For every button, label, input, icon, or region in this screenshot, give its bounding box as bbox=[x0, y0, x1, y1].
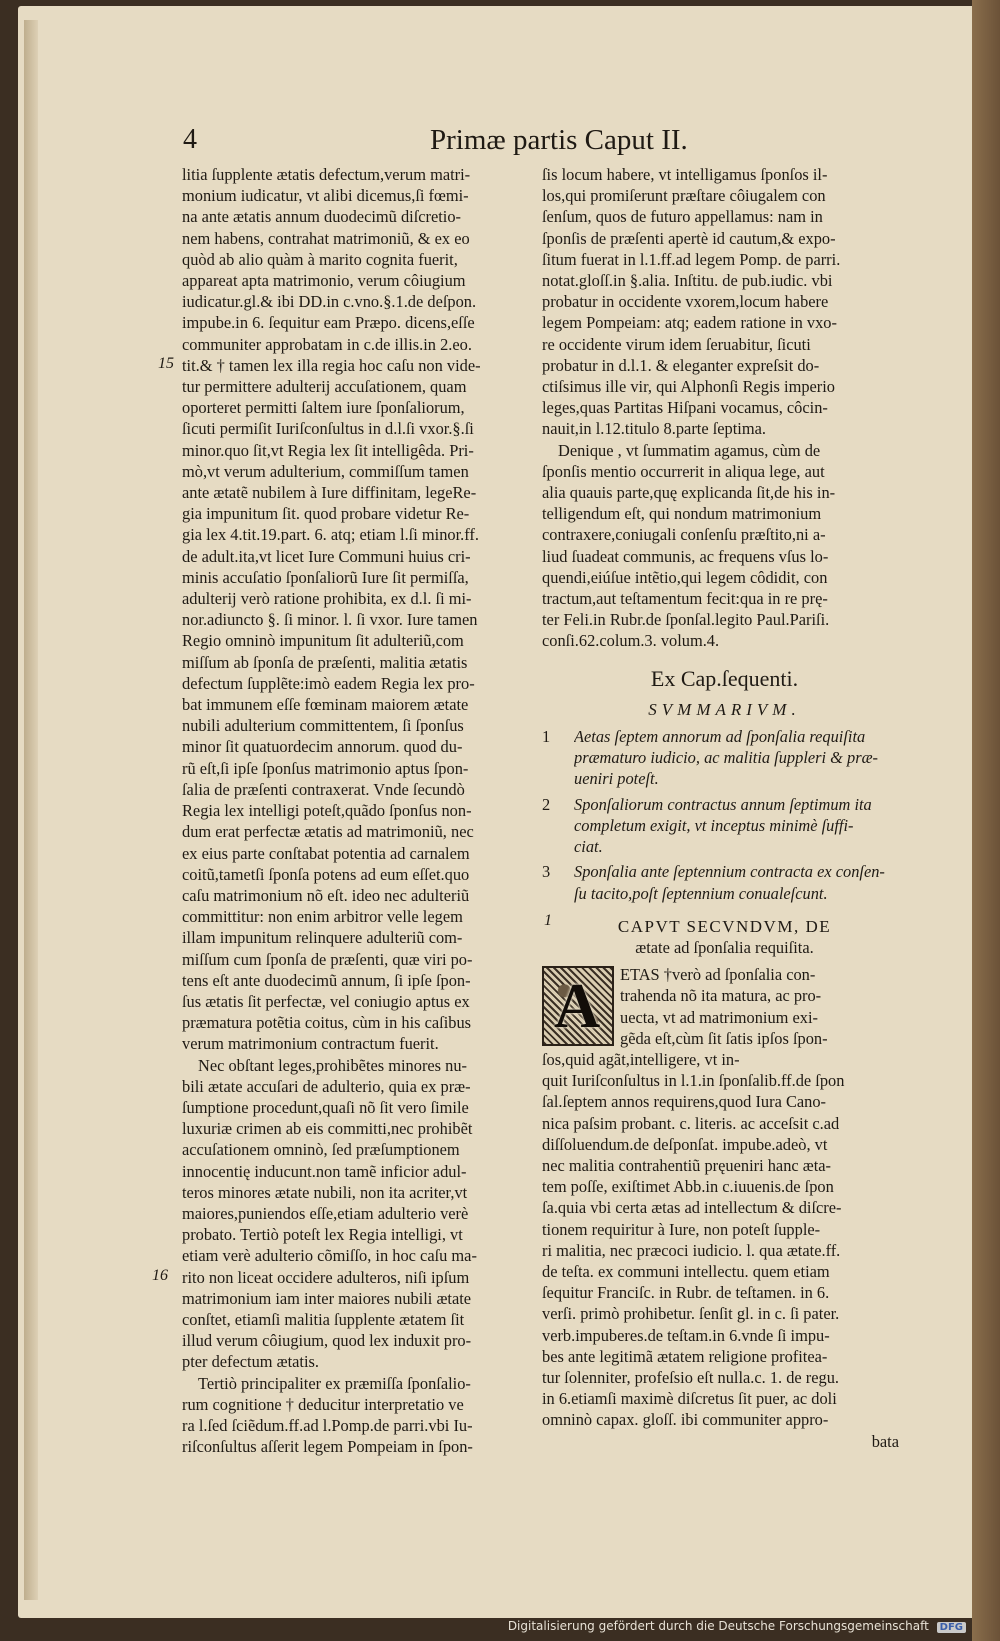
text-line: ra l.ſed ſciẽdum.ff.ad l.Pomp.de parri.vbi Iu- bbox=[182, 1415, 473, 1435]
text-line: legem Pompeiam: atq; eadem ratione in vxo- bbox=[542, 313, 837, 333]
page-edge-shadow bbox=[24, 20, 38, 1600]
dfg-logo: DFG bbox=[937, 1622, 966, 1633]
text-line: quit Iuriſconſultus in l.1.in ſponſalib.ff.de ſpon bbox=[542, 1071, 845, 1091]
left-paragraph bbox=[182, 164, 532, 1055]
text-line: ſalia de præſenti contraxerat. Vnde ſecundò bbox=[182, 779, 465, 799]
text-line: tens eſt ante duodecimũ annum, ſi ipſe ſpon- bbox=[182, 970, 471, 990]
text-line: tionem requiritur à Iure, non poteſt ſupple- bbox=[542, 1219, 821, 1239]
chapter-body bbox=[542, 964, 907, 1452]
text-line: na ante ætatis annum duodecimũ diſcretio- bbox=[182, 207, 462, 227]
text-line: litia ſupplente ætatis defectum,verum matri- bbox=[182, 165, 471, 184]
text-line: nubili adulterium committentem, ſi ſponſus bbox=[182, 716, 464, 736]
chapter-title: CAPVT SECVNDVM, DE bbox=[617, 916, 832, 936]
margin-number-16: 16 bbox=[152, 1267, 168, 1284]
text-line: ETAS †verò ad ſponſalia con- bbox=[620, 965, 816, 985]
running-head: Primæ partis Caput II. bbox=[430, 124, 688, 156]
summary-list bbox=[542, 726, 907, 904]
text-line: gẽda eſt,cùm ſit ſatis ipſos ſpon- bbox=[620, 1028, 828, 1048]
text-line: illam impunitum relinquere adulteriũ com- bbox=[182, 928, 463, 948]
text-line: minis accuſatio ſponſaliorũ Iure ſit permiſſa, bbox=[182, 567, 469, 587]
text-line: communiter approbatam in c.de illis.in 2.eo. bbox=[182, 334, 472, 354]
text-line: ſponſis mentio occurrerit in aliqua lege, aut bbox=[542, 461, 825, 481]
text-line: innocentię inducunt.non tamẽ inficior adul- bbox=[182, 1161, 467, 1181]
text-line: tur ſolenniter, profeſsio eſt nulla.c. 1. de regu. bbox=[542, 1367, 840, 1387]
text-line: tur permittere adulterij accuſationem, quam bbox=[182, 377, 467, 397]
footer-credit bbox=[508, 1619, 966, 1633]
text-line: quòd ab alio quàm à marito cognita fuerit, bbox=[182, 249, 458, 269]
text-line: ſicuti permiſit Iuriſconſultus in d.l.ſi vxor.§.ſi bbox=[182, 419, 474, 439]
text-line: verb.impuberes.de teſtam.in 6.vnde ſi impu- bbox=[542, 1325, 830, 1345]
text-line: probato. Tertiò poteſt lex Regia intelligi, vt bbox=[182, 1225, 463, 1245]
summary-item-number: 3 bbox=[542, 862, 551, 882]
text-line: tem poſſe, exiſtimet Abb.in c.iuuenis.de ſpon bbox=[542, 1177, 834, 1197]
text-line: dum erat perfectæ ætatis ad matrimoniũ, nec bbox=[182, 822, 474, 842]
text-line: probatur in d.l.1. & eleganter expreſsit do- bbox=[542, 355, 820, 375]
text-line: ſal.ſeptem annos requirens,quod Iura Cano- bbox=[542, 1092, 827, 1112]
left-paragraph bbox=[182, 1055, 532, 1373]
text-line: ri malitia, nec præcoci iudicio. l. qua ætate.ff. bbox=[542, 1240, 841, 1260]
initial-letter: A bbox=[554, 970, 601, 1042]
text-line: ſitum fuerat in l.1.ff.ad legem Pomp. de parri. bbox=[542, 249, 841, 269]
text-line: ciat. bbox=[574, 837, 603, 857]
text-line: leges,quas Partitas Hiſpani vocamus, côcin- bbox=[542, 398, 828, 418]
section-title: Ex Cap.ſequenti. bbox=[650, 665, 799, 691]
text-line: ueniri poteſt. bbox=[574, 769, 659, 789]
text-line: ctiſsimus ille vir, qui Alphonſi Regis imperio bbox=[542, 377, 835, 397]
text-line: teros minores ætate nubili, non ita acriter,vt bbox=[182, 1182, 468, 1202]
text-line: matrimonium iam inter maiores nubili ætate bbox=[182, 1288, 472, 1308]
text-line: Regia lex intelligi poteſt,quãdo ſponſus non- bbox=[182, 801, 472, 821]
text-line: illud verum côiugium, quod lex induxit pro- bbox=[182, 1331, 472, 1351]
summary-heading: SVMMARIVM. bbox=[648, 699, 801, 719]
page-header bbox=[0, 124, 1000, 164]
text-line: Sponſaliorum contractus annum ſeptimum ita bbox=[574, 794, 872, 814]
text-line: de adult.ita,vt licet Iure Communi huius cri- bbox=[182, 546, 471, 566]
text-line: Tertiò principaliter ex præmiſſa ſponſalio- bbox=[198, 1373, 471, 1393]
right-column bbox=[542, 164, 907, 1452]
text-line: ex eius parte conſtabat potentia ad carnalem bbox=[182, 843, 470, 863]
text-line: re occidente virum idem ſeruabitur, ſicuti bbox=[542, 334, 811, 354]
text-line: bat immunem eſſe fœminam maiorem ætate bbox=[182, 695, 469, 715]
text-line: ſequitur Franciſc. in Rubr. de teſtamen. in 6. bbox=[542, 1283, 830, 1303]
text-line: telligendum eſt, qui nondum matrimonium bbox=[542, 504, 822, 524]
text-line: rũ eſt,ſi ipſe ſponſus matrimonio aptus ſpon- bbox=[182, 758, 469, 778]
text-line: alia quauis parte,quę explicanda ſit,de his in- bbox=[542, 483, 836, 503]
left-paragraph bbox=[182, 1373, 532, 1458]
text-line: etiam verè adulterio cõmiſſo, in hoc caſu ma- bbox=[182, 1246, 477, 1266]
text-line: defectum ſupplẽte:imò eadem Regia lex pro- bbox=[182, 673, 475, 693]
text-line: ſus ætatis ſit perfectæ, vel coniugio aptus ex bbox=[182, 991, 470, 1011]
text-line: verſi. primò prohibetur. ſenſit gl. in c. ſi pater. bbox=[542, 1304, 840, 1324]
text-line: gia impunitum ſit. quod probare videtur Re- bbox=[182, 504, 470, 524]
summary-item-number: 2 bbox=[542, 794, 551, 814]
text-line: Regio omninò impunitum ſit adulteriũ,com bbox=[182, 631, 464, 651]
text-line: trahenda nõ ita matura, ac pro- bbox=[620, 986, 822, 1006]
text-line: nec malitia contrahentiũ pręueniri hanc æta- bbox=[542, 1155, 831, 1175]
text-line: miſſum cum ſponſa de præſenti, quæ viri po- bbox=[182, 949, 473, 969]
chapter-subtitle: ætate ad ſponſalia requiſita. bbox=[635, 937, 814, 957]
text-line: tractum,aut teſtamentum fecit:qua in re prę- bbox=[542, 589, 828, 609]
text-line: ter Feli.in Rubr.de ſponſal.legito Paul.Pariſi. bbox=[542, 610, 830, 630]
text-line: bili ætate accuſari de adulterio, quia ex præ- bbox=[182, 1076, 471, 1096]
text-line: accuſationem omninò, ſed præſumptionem bbox=[182, 1140, 460, 1160]
text-line: probatur in occidente vxorem,locum habere bbox=[542, 292, 829, 312]
text-line: bes ante legitimã ætatem religione profitea- bbox=[542, 1346, 828, 1366]
text-line: ſponſis de præſenti apertè id cautum,& expo- bbox=[542, 228, 836, 248]
summary-item bbox=[542, 794, 907, 858]
text-line: miſſum ab ſponſa de præſenti, malitia ætatis bbox=[182, 652, 468, 672]
summary-item bbox=[542, 861, 907, 903]
left-column-text bbox=[182, 164, 532, 1457]
text-line: minor.quo ſit,vt Regia lex ſit intelligêda. Pri- bbox=[182, 440, 474, 460]
text-line: rum cognitione † deducitur interpretatio ve bbox=[182, 1394, 464, 1414]
text-line: ſenſum, quos de futuro appellamus: nam in bbox=[542, 207, 823, 227]
text-line: impube.in 6. ſequitur eam Præpo. dicens,eſſe bbox=[182, 313, 475, 333]
text-line: monium iudicatur, vt alibi dicemus,ſi fœmi- bbox=[182, 186, 469, 206]
text-line: nor.adiuncto §. ſi minor. l. ſi vxor. Iure tamen bbox=[182, 610, 478, 630]
text-line: los,qui promiſerunt præſtare côiugalem con bbox=[542, 186, 826, 206]
text-line: ſis locum habere, vt intelligamus ſponſos il- bbox=[542, 165, 828, 184]
text-line: ſos,quid agãt,intelligere, vt in- bbox=[542, 1049, 740, 1069]
text-line: Nec obſtant leges,prohibẽtes minores nu- bbox=[198, 1055, 468, 1075]
left-column bbox=[182, 164, 532, 1457]
catchword: bata bbox=[871, 1431, 899, 1451]
text-line: quendi,eiúſue intẽtio,qui legem côdidit, con bbox=[542, 567, 828, 587]
text-line: omninò capax. gloſſ. ibi communiter appro- bbox=[542, 1410, 829, 1430]
text-line: pter defectum ætatis. bbox=[182, 1352, 319, 1372]
text-line: nem habens, contrahat matrimoniũ, & ex eo bbox=[182, 228, 470, 248]
text-line: completum exigit, vt inceptus minimè ſuffi- bbox=[574, 815, 854, 835]
chapter-body-lines bbox=[542, 1070, 907, 1430]
summary-item-number: 1 bbox=[542, 727, 551, 747]
text-line: diſſoluendum.de deſponſat. impube.adeò, vt bbox=[542, 1134, 828, 1154]
margin-number-1: 1 bbox=[544, 912, 552, 929]
text-line: mò,vt verum adulterium, commiſſum tamen bbox=[182, 461, 469, 481]
text-line: prӕmaturo iudicio, ac malitia ſuppleri & prӕ- bbox=[574, 748, 878, 768]
book-binding bbox=[972, 0, 1000, 1641]
text-line: verum matrimonium contractum fuerit. bbox=[182, 1034, 439, 1054]
text-line: rito non liceat occidere adulteros, niſi ipſum bbox=[182, 1267, 470, 1287]
text-line: ante ætatẽ nubilem à Iure diffinitam, legeRe- bbox=[182, 483, 477, 503]
text-line: Aetas ſeptem annorum ad ſponſalia requiſita bbox=[574, 727, 866, 747]
text-line: notat.gloſſ.in §.alia. Inſtitu. de pub.iudic. vbi bbox=[542, 271, 833, 291]
text-line: contraxere,coniugali conſenſu præſtito,ni a- bbox=[542, 525, 826, 545]
text-line: tit.& † tamen lex illa regia hoc caſu non vide- bbox=[182, 355, 481, 375]
text-line: maiores,puniendos eſſe,etiam adulterio verè bbox=[182, 1203, 469, 1223]
text-line: liud ſuadeat communis, ac frequens vſus lo- bbox=[542, 546, 829, 566]
text-line: committitur: non enim arbitror velle legem bbox=[182, 907, 463, 927]
text-line: appareat apta matrimonio, verum côiugium bbox=[182, 271, 466, 291]
text-line: gia lex 4.tit.19.part. 6. atq; etiam l.ſi minor.ff. bbox=[182, 525, 479, 545]
text-line: Sponſalia ante ſeptennium contracta ex conſen- bbox=[574, 862, 885, 882]
text-line: oporteret permitti ſaltem iure ſponſaliorum, bbox=[182, 398, 465, 418]
text-line: ſu tacito,poſt ſeptennium conualeſcunt. bbox=[574, 883, 828, 903]
text-line: ſumptione procedunt,quaſi nõ ſit vero ſimile bbox=[182, 1097, 469, 1117]
summary-item bbox=[542, 726, 907, 790]
text-line: conſi.62.colum.3. volum.4. bbox=[542, 631, 720, 651]
text-line: Denique , vt ſummatim agamus, cùm de bbox=[558, 440, 821, 460]
text-line: coitũ,tametſi ſponſa potens ad eum eſſet.quo bbox=[182, 864, 470, 884]
text-line: nica paſsim probant. c. literis. ac acceſsit c.ad bbox=[542, 1113, 840, 1133]
margin-number-15: 15 bbox=[158, 355, 174, 372]
decorated-initial bbox=[542, 966, 614, 1046]
text-line: in 6.etiamſi maximè diſcretus ſit puer, ac doli bbox=[542, 1389, 837, 1409]
text-line: conſtet, etiamſi malitia ſupplente ætatem ſit bbox=[182, 1309, 465, 1329]
text-line: uecta, vt ad matrimonium exi- bbox=[620, 1007, 818, 1027]
text-line: ſa.quia vbi certa ætas ad intellectum & diſcre- bbox=[542, 1198, 842, 1218]
text-line: riſconſultus aſſerit legem Pompeiam in ſpon- bbox=[182, 1437, 473, 1457]
footer-text: Digitalisierung gefördert durch die Deutsche Forschungsgemeinschaft bbox=[507, 1619, 929, 1633]
text-line: minor ſit quatuordecim annorum. quod du- bbox=[182, 737, 463, 757]
text-line: adulterij verò ratione prohibita, ex d.l. ſi mi- bbox=[182, 589, 472, 609]
right-paragraph-2 bbox=[542, 440, 907, 652]
text-line: luxuriæ crimen ab eis committi,nec prohibẽt bbox=[182, 1119, 473, 1139]
text-line: caſu matrimonium nõ eſt. ideo nec adulteriũ bbox=[182, 885, 470, 905]
text-line: iudicatur.gl.& ibi DD.in c.vno.§.1.de deſpon. bbox=[182, 292, 477, 312]
text-line: præmatura potẽtia coitus, cùm in his caſibus bbox=[182, 1013, 472, 1033]
text-line: nauit,in l.12.titulo 8.parte ſeptima. bbox=[542, 419, 766, 439]
text-line: de teſta. ex communi intellectu. quem etiam bbox=[542, 1261, 830, 1281]
right-paragraph-1 bbox=[542, 164, 907, 440]
folio-number: 4 bbox=[183, 124, 197, 155]
